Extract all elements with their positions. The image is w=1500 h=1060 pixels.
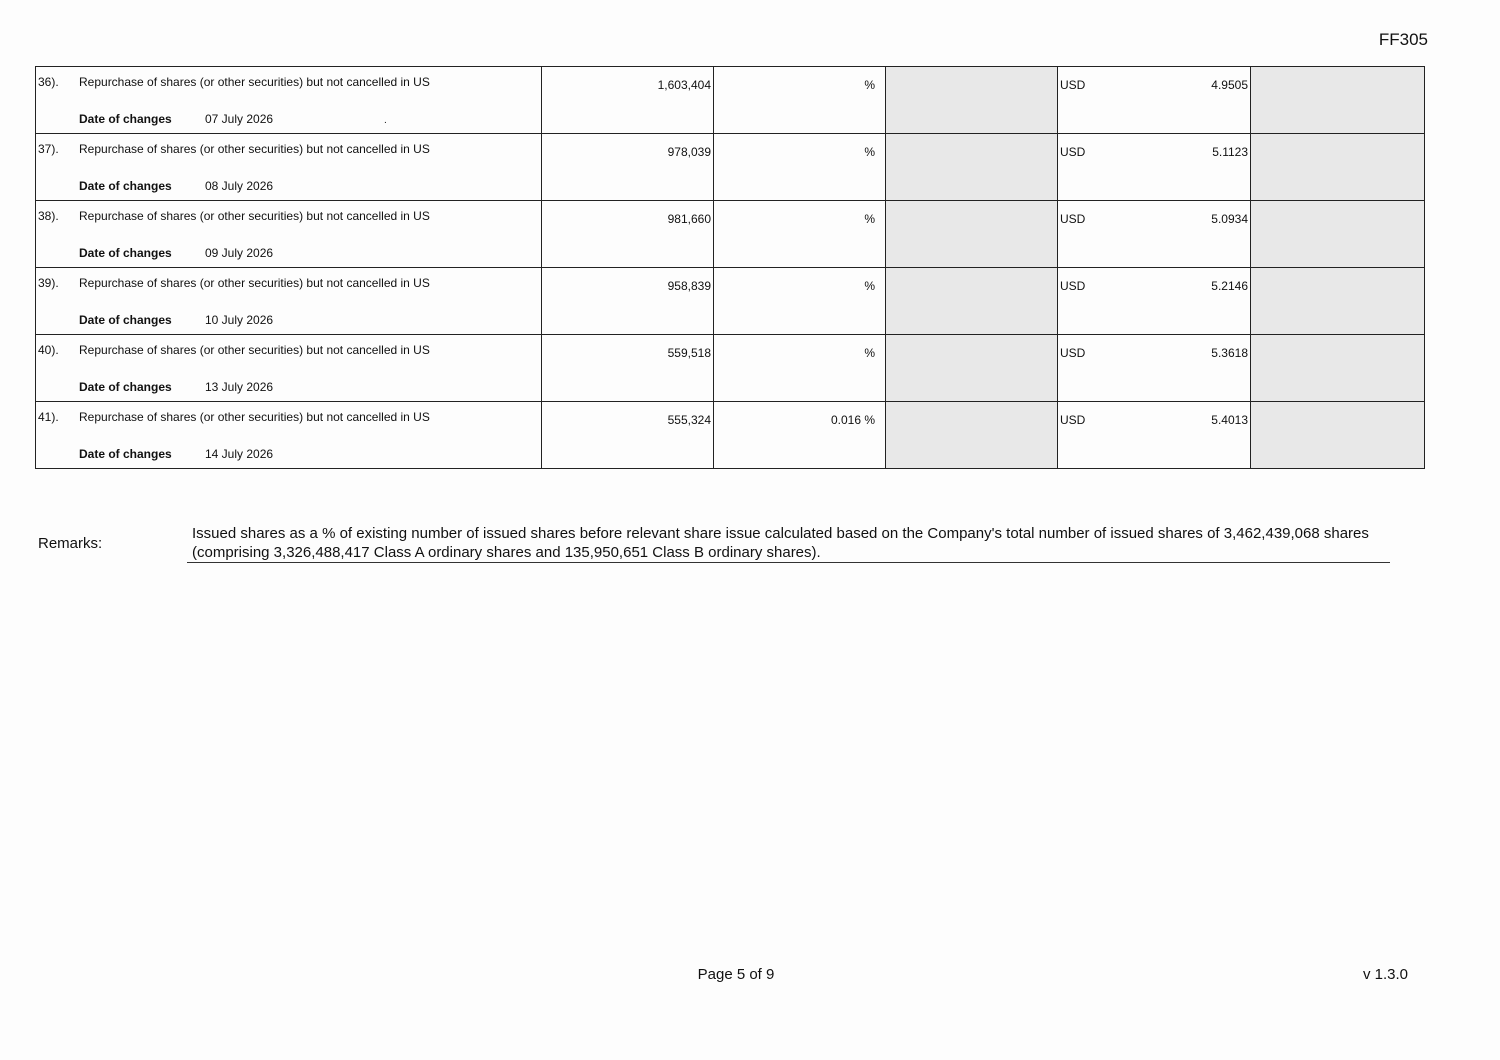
percent-sign: % [864,78,875,92]
description-cell [36,335,542,402]
date-of-changes-label: Date of changes [79,380,172,394]
date-of-changes-value: 13 July 2026 [205,380,274,394]
shares-cell [542,335,714,402]
shaded-cell-end [1251,402,1425,469]
table-row [36,402,1425,469]
number-of-shares: 981,660 [667,212,711,226]
version-label: v 1.3.0 [1362,966,1408,983]
table-row [36,335,1425,402]
event-description: Repurchase of shares (or other securities) but not cancelled in US [79,410,430,424]
event-description: Repurchase of shares (or other securities) but not cancelled in US [79,142,430,156]
currency-code: USD [1060,212,1086,226]
shaded-cell-end [1251,67,1425,134]
percentage-cell [714,335,886,402]
table-row [36,201,1425,268]
shaded-cell [886,335,1058,402]
shaded-cell-end [1251,134,1425,201]
shares-cell [542,67,714,134]
description-cell [36,268,542,335]
price-cell [1058,335,1251,402]
percentage-value: 0.016 [830,413,861,427]
number-of-shares: 978,039 [667,145,711,159]
share-movement-table [35,66,1425,469]
event-description: Repurchase of shares (or other securities) but not cancelled in US [79,75,430,89]
percent-sign: % [864,212,875,226]
price-cell [1058,134,1251,201]
event-description: Repurchase of shares (or other securities) but not cancelled in US [79,276,430,290]
table-row [36,67,1425,134]
number-of-shares: 559,518 [667,346,711,360]
remarks-text: Issued shares as a % of existing number of issued shares before relevant share issue calculated based on the Company's total number of issued shares of 3,462,439,068 shares (comprising 3,326,488,417 Class A ordinary shares and 135,950,651 Class B ordinary shares). [187,524,1390,563]
percentage-cell [714,201,886,268]
shaded-cell [886,67,1058,134]
shaded-cell-end [1251,335,1425,402]
shares-cell [542,134,714,201]
row-number: 40). [38,343,59,357]
table-row [36,268,1425,335]
description-cell [36,134,542,201]
table-row [36,134,1425,201]
price-cell [1058,268,1251,335]
percentage-cell [714,67,886,134]
date-of-changes-value: 09 July 2026 [205,246,274,260]
shaded-cell [886,201,1058,268]
shares-cell [542,402,714,469]
currency-code: USD [1060,145,1086,159]
currency-code: USD [1060,413,1086,427]
date-of-changes-label: Date of changes [79,112,172,126]
percent-sign: % [864,413,875,427]
form-code: FF305 [1378,30,1428,49]
price-per-share: 5.1123 [1212,145,1248,159]
percentage-cell [714,268,886,335]
date-of-changes-value: 14 July 2026 [205,447,274,461]
event-description: Repurchase of shares (or other securities) but not cancelled in US [79,343,430,357]
shaded-cell [886,402,1058,469]
price-per-share: 5.4013 [1211,413,1248,427]
shares-cell [542,201,714,268]
date-of-changes-label: Date of changes [79,313,172,327]
date-of-changes-value: 07 July 2026 [205,112,274,126]
description-cell [36,201,542,268]
date-of-changes-label: Date of changes [79,246,172,260]
page-number: Page 5 of 9 [697,966,775,983]
row-number: 39). [38,276,59,290]
percentage-cell [714,134,886,201]
shares-cell [542,268,714,335]
shaded-cell-end [1251,268,1425,335]
price-per-share: 4.9505 [1211,78,1248,92]
currency-code: USD [1060,78,1086,92]
row-number: 36). [38,75,59,89]
date-of-changes-value: 08 July 2026 [205,179,274,193]
currency-code: USD [1060,279,1086,293]
stray-mark: . [384,115,387,126]
price-per-share: 5.0934 [1211,212,1248,226]
percent-sign: % [864,145,875,159]
remarks-label: Remarks: [38,535,103,552]
price-per-share: 5.2146 [1211,279,1248,293]
shaded-cell [886,134,1058,201]
description-cell [36,402,542,469]
date-of-changes-label: Date of changes [79,447,172,461]
description-cell [36,67,542,134]
price-per-share: 5.3618 [1211,346,1248,360]
percentage-cell [714,402,886,469]
price-cell [1058,402,1251,469]
shaded-cell [886,268,1058,335]
number-of-shares: 958,839 [667,279,711,293]
currency-code: USD [1060,346,1086,360]
shaded-cell-end [1251,201,1425,268]
number-of-shares: 555,324 [667,413,711,427]
percent-sign: % [864,279,875,293]
row-number: 37). [38,142,59,156]
price-cell [1058,201,1251,268]
percent-sign: % [864,346,875,360]
row-number: 38). [38,209,59,223]
price-cell [1058,67,1251,134]
date-of-changes-label: Date of changes [79,179,172,193]
number-of-shares: 1,603,404 [657,78,711,92]
event-description: Repurchase of shares (or other securities) but not cancelled in US [79,209,430,223]
date-of-changes-value: 10 July 2026 [205,313,274,327]
row-number: 41). [38,410,59,424]
